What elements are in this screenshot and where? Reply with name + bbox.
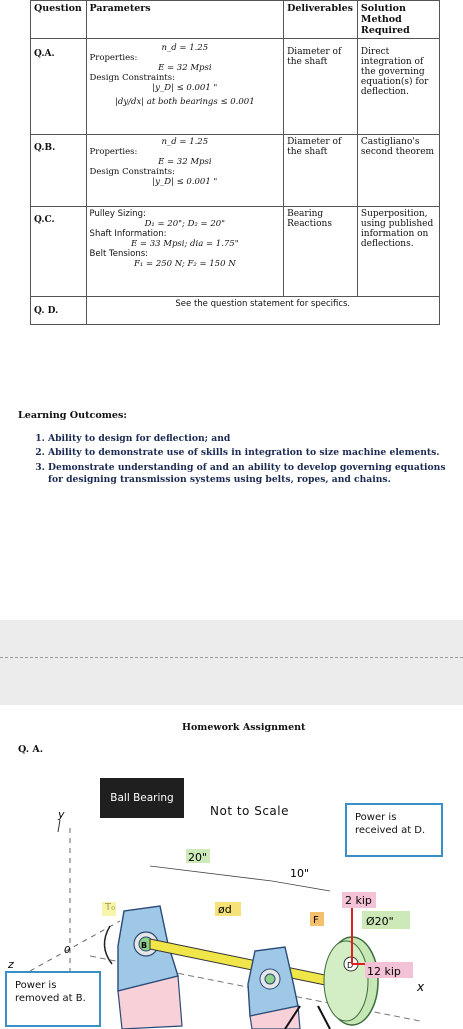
bearing-f-marker — [265, 974, 275, 984]
header-method: Solution Method Required — [357, 1, 439, 39]
page-break — [0, 620, 463, 705]
header-parameters: Parameters — [86, 1, 284, 39]
param-slope: |dy/dx| at both bearings ≤ 0.001 — [115, 97, 255, 107]
axis-x-label: x — [417, 980, 425, 994]
dia-20-label: Ø20" — [366, 915, 394, 928]
header-question: Question — [31, 1, 87, 39]
param-dc-label: Design Constraints: — [89, 167, 175, 177]
question-label: Q. A. — [18, 744, 44, 755]
dim-20-line — [150, 866, 272, 881]
power-removed-box: Power is removed at B. — [5, 971, 101, 1027]
row-method: Castigliano's second theorem — [357, 135, 439, 207]
learning-outcomes — [18, 410, 458, 489]
gear-d-face — [324, 941, 368, 1021]
outcome-item: 1. Ability to design for deflection; and — [48, 433, 458, 445]
table-row — [31, 297, 440, 325]
axis-z-label: z — [8, 958, 14, 971]
z-axis-line — [30, 921, 120, 971]
page-break-line — [0, 657, 463, 658]
row-params — [86, 207, 284, 297]
row-id: Q.B. — [31, 135, 87, 207]
param-E-dia: E = 33 Mpsi; dia = 1.75" — [131, 239, 239, 249]
axis-y-arrow — [58, 820, 60, 832]
dim-10-label: 10" — [290, 867, 310, 880]
outcomes-title: Learning Outcomes: — [18, 410, 127, 421]
param-nd: n_d = 1.25 — [161, 43, 209, 53]
point-d-label: D — [347, 961, 354, 970]
row-method: Direct integration of the governing equation(s) for deflection. — [357, 39, 439, 135]
homework-title: Homework Assignment — [182, 722, 306, 733]
origin-label: 0 — [64, 945, 71, 956]
row-deliverable: Diameter of the shaft — [284, 135, 358, 207]
param-props-label: Properties: — [89, 147, 138, 157]
param-shaft-label: Shaft Information: — [89, 229, 167, 239]
row-deliverable: Bearing Reactions — [284, 207, 358, 297]
not-to-scale-label: Not to Scale — [210, 804, 289, 818]
row-deliverable: Diameter of the shaft — [284, 39, 358, 135]
row-id: Q.C. — [31, 207, 87, 297]
row-id: Q.A. — [31, 39, 87, 135]
table-header-row — [31, 1, 440, 39]
dim-20-label: 20" — [188, 851, 208, 864]
table-row — [31, 39, 440, 135]
row-method: Superposition, using published information on deflections. — [357, 207, 439, 297]
param-yD: |y_D| ≤ 0.001 " — [152, 177, 218, 187]
table-row — [31, 207, 440, 297]
row-params — [86, 135, 284, 207]
power-received-box: Power is received at D. — [345, 803, 443, 857]
row-span-text: See the question statement for specifics. — [86, 297, 439, 325]
param-D: D₁ = 20"; D₂ = 20" — [144, 219, 226, 229]
point-b-label: B — [141, 941, 148, 950]
outcome-item: 3. Demonstrate understanding of and an ability to develop governing equations for designing transmission systems using belts, ropes, and chains. — [48, 462, 458, 487]
row-params — [86, 39, 284, 135]
axis-y-label: y — [58, 808, 65, 821]
param-E: E = 32 Mpsi — [158, 63, 212, 73]
row-id: Q. D. — [31, 297, 87, 325]
homework-section — [0, 706, 463, 1029]
outcomes-list — [18, 433, 458, 487]
dim-10-line — [272, 881, 330, 891]
dim-d-label: ød — [218, 903, 232, 916]
load-2kip-label: 2 kip — [345, 894, 372, 907]
param-F: F₁ = 250 N; F₂ = 150 N — [133, 259, 236, 269]
torque-highlight — [102, 902, 116, 916]
table-row — [31, 135, 440, 207]
param-yD: |y_D| ≤ 0.001 " — [152, 83, 218, 93]
header-deliverables: Deliverables — [284, 1, 358, 39]
outcome-item: 2. Ability to demonstrate use of skills in integration to size machine elements. — [48, 447, 458, 459]
param-nd: n_d = 1.25 — [161, 137, 209, 147]
param-props-label: Properties: — [89, 53, 138, 63]
param-pulley-label: Pulley Sizing: — [89, 209, 146, 219]
belt-line-2 — [318, 1006, 330, 1029]
ball-bearing-label: Ball Bearing — [100, 778, 184, 818]
torque-arrow — [104, 926, 112, 964]
param-E: E = 32 Mpsi — [158, 157, 212, 167]
param-dc-label: Design Constraints: — [89, 73, 175, 83]
param-belt-label: Belt Tensions: — [89, 249, 149, 259]
point-f-label: F — [313, 915, 319, 926]
load-12kip-label: 12 kip — [367, 965, 401, 978]
question-table — [30, 0, 440, 325]
